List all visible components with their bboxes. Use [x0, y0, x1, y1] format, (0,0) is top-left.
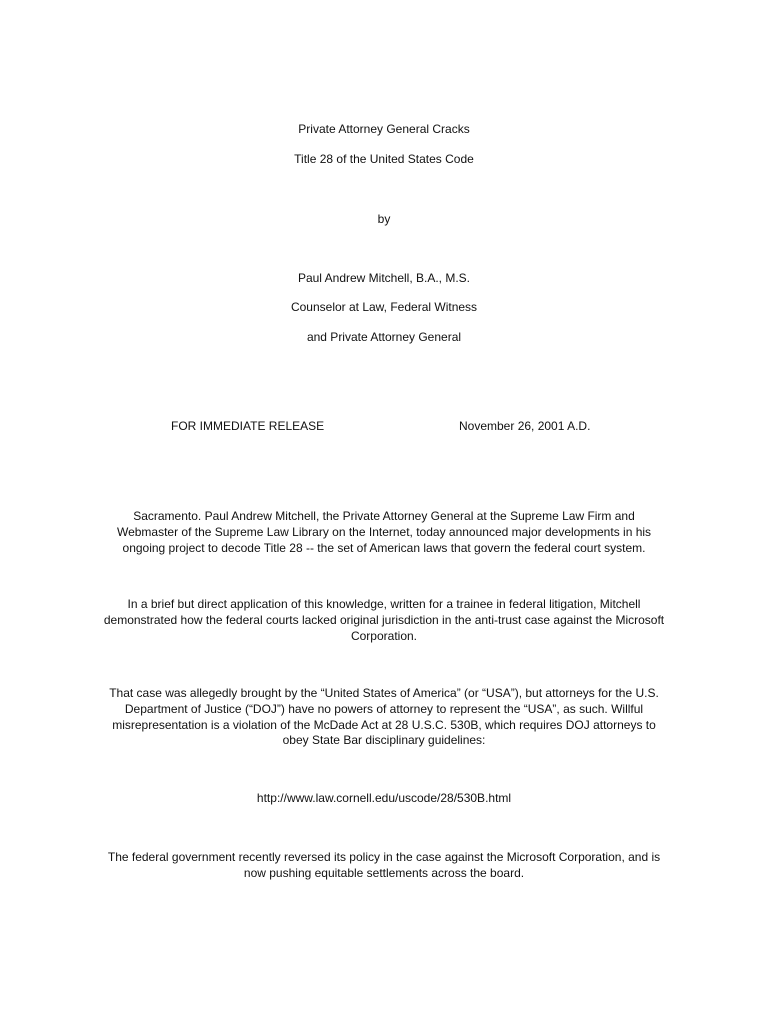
cornell-link[interactable]: http://www.law.cornell.edu/uscode/28/530B.html [256, 791, 512, 805]
paragraph-line: Department of Justice (“DOJ”) have no powers of attorney to represent the “USA”, as such. Willful [124, 701, 644, 716]
paragraph-line: ongoing project to decode Title 28 -- the set of American laws that govern the federal court system. [122, 540, 646, 555]
author-name: Paul Andrew Mitchell, B.A., M.S. [297, 271, 471, 285]
author-role-line-2: and Private Attorney General [306, 330, 462, 344]
paragraph-line: misrepresentation is a violation of the McDade Act at 28 U.S.C. 530B, which requires DOJ attorneys to [112, 717, 656, 732]
title-line-1: Private Attorney General Cracks [298, 122, 470, 136]
paragraph-line: In a brief but direct application of this knowledge, written for a trainee in federal litigation, Mitchell [127, 597, 641, 611]
release-label: FOR IMMEDIATE RELEASE [171, 419, 325, 433]
paragraph-line: obey State Bar disciplinary guidelines: [282, 733, 486, 748]
paragraph-line: demonstrated how the federal courts lacked original jurisdiction in the anti-trust case against the Microsoft [103, 612, 665, 627]
paragraph-line: Webmaster of the Supreme Law Library on the Internet, today announced major developments in his [116, 524, 652, 539]
paragraph-line: The federal government recently reversed its policy in the case against the Microsoft Corporation, and is [107, 850, 661, 864]
paragraph-line: That case was allegedly brought by the “United States of America” (or “USA”), but attorneys for the U.S. [109, 686, 659, 700]
paragraph-line: Corporation. [350, 628, 418, 643]
author-role-line-1: Counselor at Law, Federal Witness [290, 300, 478, 314]
paragraph-sacramento [84, 509, 684, 556]
paragraph-case [84, 686, 684, 749]
paragraph-application [84, 597, 684, 644]
release-date: November 26, 2001 A.D. [459, 419, 591, 433]
byline-by: by [377, 212, 391, 226]
paragraph-line: now pushing equitable settlements across the board. [243, 865, 525, 880]
paragraph-line: Sacramento. Paul Andrew Mitchell, the Private Attorney General at the Supreme Law Firm and [133, 509, 635, 523]
title-line-2: Title 28 of the United States Code [294, 152, 474, 166]
paragraph-reversal [84, 850, 684, 882]
